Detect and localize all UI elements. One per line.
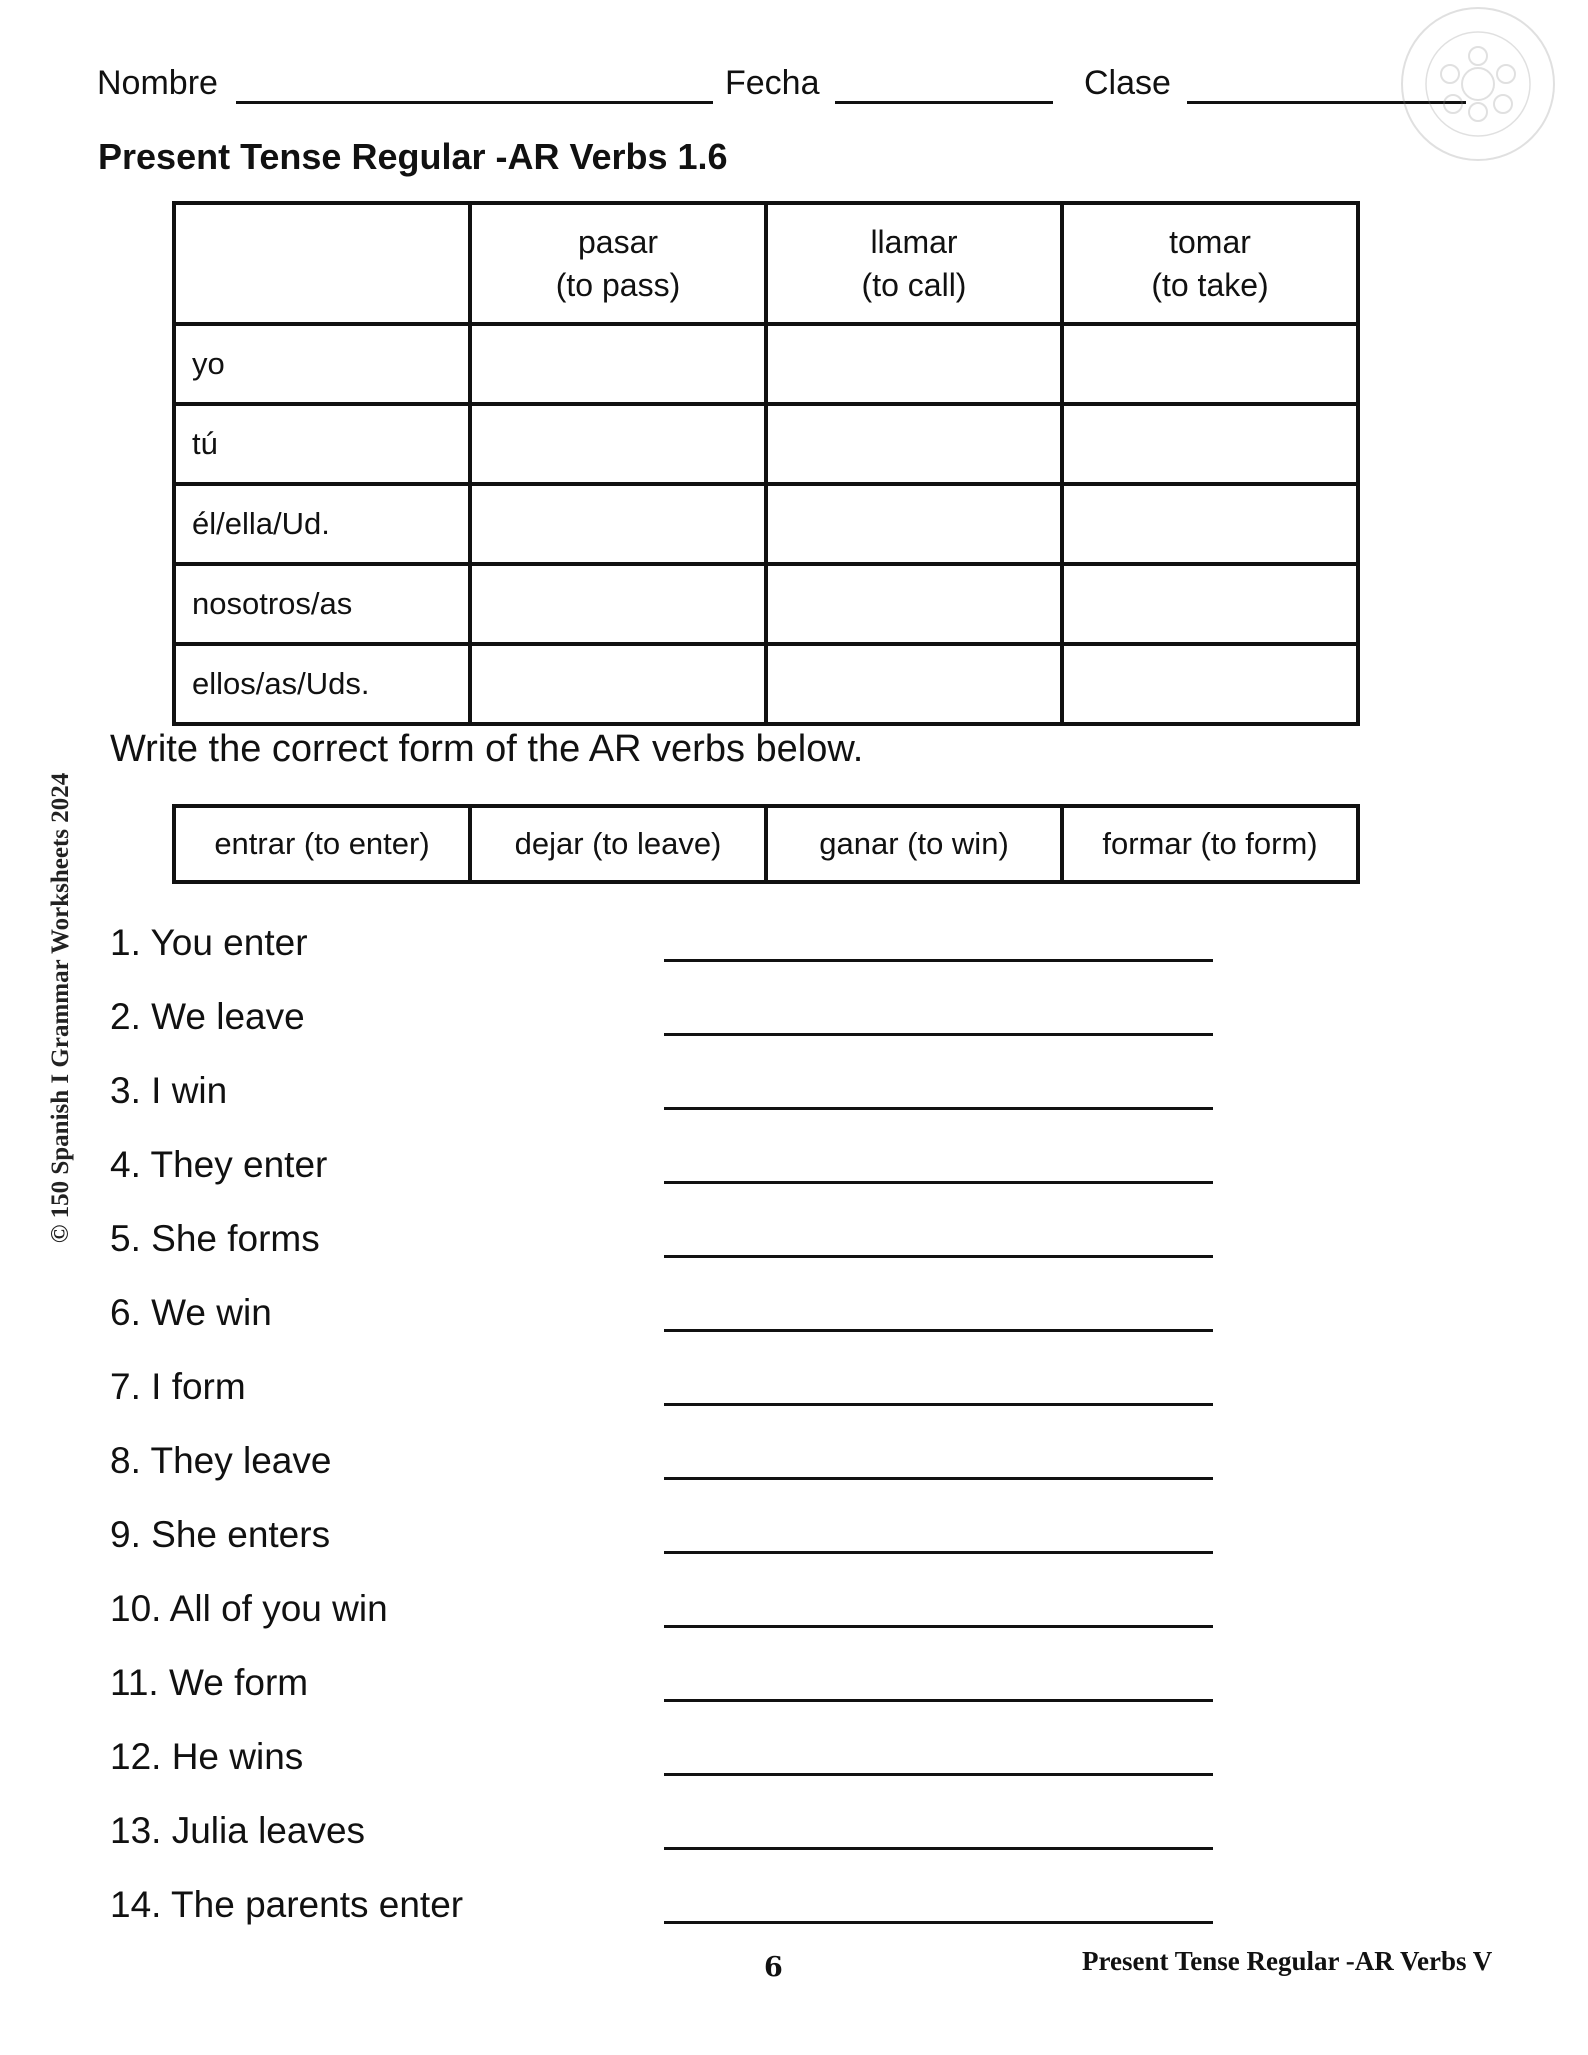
answer-cell[interactable] bbox=[470, 564, 766, 644]
answer-line[interactable] bbox=[664, 959, 1213, 962]
answer-cell[interactable] bbox=[1062, 484, 1358, 564]
conjugation-row bbox=[174, 644, 1358, 724]
conjugation-table bbox=[172, 201, 1360, 726]
exercise-prompt: 9. She enters bbox=[110, 1514, 331, 1555]
answer-cell[interactable] bbox=[766, 484, 1062, 564]
verb-header bbox=[766, 203, 1062, 324]
answer-line[interactable] bbox=[664, 1847, 1213, 1850]
answer-line[interactable] bbox=[664, 1921, 1213, 1924]
copyright-side-text: © 150 Spanish I Grammar Worksheets 2024 bbox=[47, 772, 74, 1244]
exercise-prompt: 7. I form bbox=[110, 1366, 246, 1407]
date-label: Fecha bbox=[725, 64, 820, 102]
verb-bank-item: dejar (to leave) bbox=[470, 806, 766, 882]
answer-cell[interactable] bbox=[470, 324, 766, 404]
answer-line[interactable] bbox=[664, 1033, 1213, 1036]
exercise-prompt: 8. They leave bbox=[110, 1440, 332, 1481]
verb-header bbox=[470, 203, 766, 324]
exercise-prompt: 6. We win bbox=[110, 1292, 272, 1333]
verb-name: pasar bbox=[577, 223, 659, 260]
exercise-prompt: 13. Julia leaves bbox=[110, 1810, 366, 1851]
conjugation-row bbox=[174, 564, 1358, 644]
exercise-prompt: 2. We leave bbox=[110, 996, 305, 1037]
answer-line[interactable] bbox=[664, 1181, 1213, 1184]
date-field[interactable] bbox=[835, 101, 1053, 104]
exercise-prompt: 14. The parents enter bbox=[110, 1884, 464, 1925]
answer-cell[interactable] bbox=[766, 644, 1062, 724]
verb-meaning: (to pass) bbox=[555, 266, 681, 303]
answer-line[interactable] bbox=[664, 1477, 1213, 1480]
name-field[interactable] bbox=[236, 101, 713, 104]
verb-bank-table bbox=[172, 804, 1360, 884]
table-header-row bbox=[174, 203, 1358, 324]
answer-line[interactable] bbox=[664, 1551, 1213, 1554]
name-label: Nombre bbox=[97, 64, 218, 102]
conjugation-row bbox=[174, 404, 1358, 484]
pronoun-cell: tú bbox=[174, 404, 470, 484]
verb-header bbox=[1062, 203, 1358, 324]
answer-cell[interactable] bbox=[470, 484, 766, 564]
answer-line[interactable] bbox=[664, 1699, 1213, 1702]
answer-line[interactable] bbox=[664, 1107, 1213, 1110]
verb-meaning: (to take) bbox=[1151, 266, 1269, 303]
verb-bank-item: entrar (to enter) bbox=[174, 806, 470, 882]
verb-name: llamar bbox=[870, 223, 958, 260]
conjugation-row bbox=[174, 324, 1358, 404]
exercise-prompt: 3. I win bbox=[110, 1070, 228, 1111]
exercise-prompt: 1. You enter bbox=[110, 922, 308, 963]
answer-line[interactable] bbox=[664, 1625, 1213, 1628]
corner-cell bbox=[174, 203, 470, 324]
answer-cell[interactable] bbox=[766, 564, 1062, 644]
class-label: Clase bbox=[1084, 64, 1171, 102]
answer-cell[interactable] bbox=[1062, 644, 1358, 724]
conjugation-row bbox=[174, 484, 1358, 564]
answer-cell[interactable] bbox=[1062, 404, 1358, 484]
worksheet-title: Present Tense Regular -AR Verbs 1.6 bbox=[98, 136, 728, 177]
exercise-prompt: 5. She forms bbox=[110, 1218, 320, 1259]
pronoun-cell: nosotros/as bbox=[174, 564, 470, 644]
pronoun-cell: él/ella/Ud. bbox=[174, 484, 470, 564]
footer-section-title: Present Tense Regular -AR Verbs V bbox=[1082, 1946, 1493, 1976]
answer-line[interactable] bbox=[664, 1773, 1213, 1776]
exercise-prompt: 12. He wins bbox=[110, 1736, 304, 1777]
verb-meaning: (to call) bbox=[861, 266, 967, 303]
verb-name: tomar bbox=[1169, 223, 1251, 260]
pronoun-cell: ellos/as/Uds. bbox=[174, 644, 470, 724]
verb-bank-item: formar (to form) bbox=[1062, 806, 1358, 882]
answer-cell[interactable] bbox=[1062, 324, 1358, 404]
answer-cell[interactable] bbox=[470, 404, 766, 484]
pronoun-cell: yo bbox=[174, 324, 470, 404]
answer-line[interactable] bbox=[664, 1255, 1213, 1258]
exercise-prompt: 10. All of you win bbox=[110, 1588, 388, 1629]
instructions: Write the correct form of the AR verbs below. bbox=[110, 728, 864, 770]
exercise-prompt: 4. They enter bbox=[110, 1144, 328, 1185]
verb-bank-item: ganar (to win) bbox=[766, 806, 1062, 882]
answer-cell[interactable] bbox=[766, 324, 1062, 404]
answer-cell[interactable] bbox=[470, 644, 766, 724]
answer-cell[interactable] bbox=[766, 404, 1062, 484]
answer-cell[interactable] bbox=[1062, 564, 1358, 644]
exercise-prompt: 11. We form bbox=[110, 1662, 309, 1703]
answer-line[interactable] bbox=[664, 1403, 1213, 1406]
answer-line[interactable] bbox=[664, 1329, 1213, 1332]
page-number: 6 bbox=[764, 1952, 783, 1983]
watermark-logo-icon bbox=[1398, 4, 1558, 164]
